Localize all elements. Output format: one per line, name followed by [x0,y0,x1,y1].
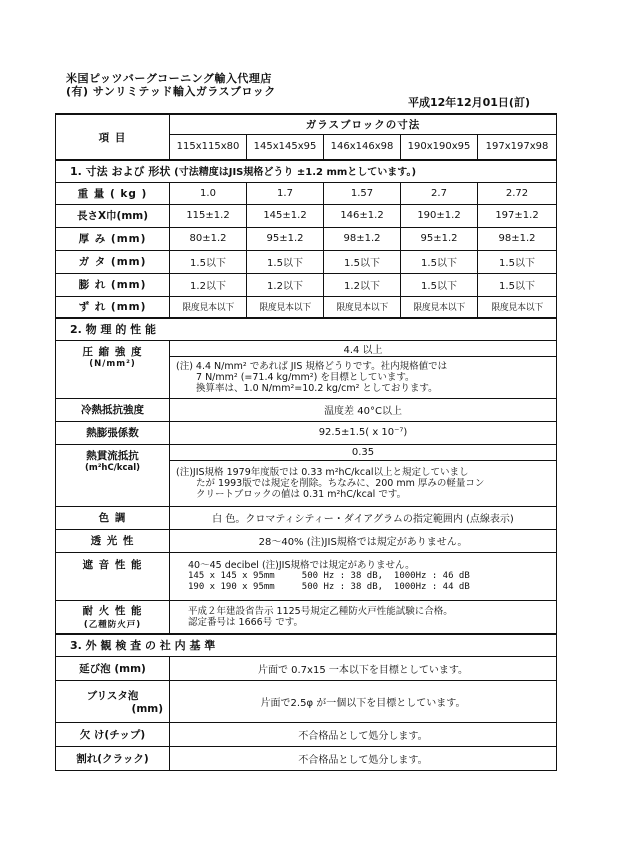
table-row [56,250,557,273]
value-cell: 92.5±1.5( x 10⁻⁷) [170,421,557,444]
row-label: 延び泡 (mm) [56,656,170,680]
value-cell: 片面で 0.7x15 一本以下を目標としています。 [170,656,557,680]
table-row [56,227,557,250]
blister-label-cell [56,680,170,722]
size-span-title: ガラスブロックの寸法 [170,114,557,134]
value-cell: 1.5以下 [401,273,478,296]
compressive-note [170,356,557,398]
note-line: 認定番号は 1666号 です。 [188,616,303,628]
note-line: 換算率は、1.0 N/mm²=10.2 kg/cm² としております。 [196,382,438,394]
row-label: 欠 け(チップ) [56,722,170,746]
row-label: 重 量 ( kg ) [56,182,170,204]
row-unit: (N/mm²) [89,358,136,369]
row-label: ず れ (mm) [56,296,170,318]
note-line: (注)JIS規格 1979年度版では 0.33 m²hC/kcal以上と規定していまし [176,466,469,478]
fire-label-cell [56,600,170,634]
size-header: 145x145x95 [247,134,324,160]
table-row [56,656,557,680]
value-cell: 限度見本以下 [324,296,401,318]
fire-values [170,600,557,634]
compressive-label-cell [56,340,170,398]
value-cell: 98±1.2 [324,227,401,250]
section-3-title: 3. 外 観 検 査 の 社 内 基 準 [56,634,557,656]
row-label: 厚 み (mm) [56,227,170,250]
value-cell: 1.5以下 [247,250,324,273]
table-row [56,506,557,529]
note-line: (注) 4.4 N/mm² であれば JIS 規格どうりです。社内規格値では [176,360,448,372]
row-sublabel: (乙種防火戸) [83,620,142,631]
section-2-title: 2. 物 理 的 性 能 [56,318,557,340]
section-1-heading: 1. 寸法 および 形状 [70,165,171,179]
value-cell: 1.5以下 [478,273,557,296]
table-row [56,204,557,227]
table-row [56,600,557,634]
table-row [56,444,557,460]
table-row [56,722,557,746]
item-header: 項 目 [56,114,170,160]
row-label: 熱貫流抵抗 [86,449,139,462]
thermal-resistance-note [170,460,557,506]
row-label: 熱膨張係数 [56,421,170,444]
row-label: ブリスタ泡 [86,689,139,702]
row-label: 冷熱抵抗強度 [56,398,170,421]
value-cell: 1.5以下 [401,250,478,273]
value-cell: 145±1.2 [247,204,324,227]
size-header: 190x190x95 [401,134,478,160]
row-label: 割れ(クラック) [56,746,170,770]
company-name: (有) サンリミテッド輸入ガラスブロック [66,85,276,98]
note-line: クリートブロックの値は 0.31 m²hC/kcal です。 [196,488,407,500]
value-cell: 1.5以下 [324,250,401,273]
sound-values [170,552,557,600]
row-label: ガ タ (mm) [56,250,170,273]
size-header: 146x146x98 [324,134,401,160]
note-line: 7 N/mm² (=71.4 kg/mm²) を目標としています。 [196,371,415,383]
value-cell: 0.35 [170,444,557,460]
value-cell: 98±1.2 [478,227,557,250]
value-cell: 146±1.2 [324,204,401,227]
size-header: 197x197x98 [478,134,557,160]
value-cell: 1.2以下 [247,273,324,296]
table-row [56,680,557,722]
value-cell: 95±1.2 [247,227,324,250]
value-cell: 片面で2.5φ が一個以下を目標としています。 [170,680,557,722]
value-cell: 1.7 [247,182,324,204]
value-cell: 115±1.2 [170,204,247,227]
value-cell: 197±1.2 [478,204,557,227]
table-row [56,398,557,421]
section-1-title [56,160,557,182]
value-cell: 190±1.2 [401,204,478,227]
thermal-resistance-label-cell [56,444,170,506]
table-row [56,340,557,356]
row-label: 長さX巾(mm) [56,204,170,227]
value-cell: 限度見本以下 [170,296,247,318]
value-cell: 2.7 [401,182,478,204]
value-cell: 不合格品として処分します。 [170,746,557,770]
row-label: 膨 れ (mm) [56,273,170,296]
table-row [56,273,557,296]
note-line: 40〜45 decibel (注)JIS規格では規定がありません。 [188,559,415,571]
row-label: 耐 火 性 能 [82,605,143,618]
row-label: 透 光 性 [56,529,170,552]
value-cell: 白 色。クロマティシティー・ダイアグラムの指定範囲内 (点線表示) [170,506,557,529]
value-cell: 80±1.2 [170,227,247,250]
row-label: 遮 音 性 能 [56,552,170,600]
value-cell: 2.72 [478,182,557,204]
value-cell: 限度見本以下 [478,296,557,318]
value-cell: 限度見本以下 [247,296,324,318]
value-cell: 1.2以下 [170,273,247,296]
value-cell: 4.4 以上 [170,340,557,356]
row-label: 圧 縮 強 度 [82,345,143,358]
value-cell: 不合格品として処分します。 [170,722,557,746]
table-row [56,552,557,600]
table-row [56,746,557,770]
row-unit: (mm) [131,702,163,715]
distributor-line: 米国ピッツバーグコーニング輸入代理店 [66,72,272,85]
value-cell: 限度見本以下 [401,296,478,318]
row-label: 色 調 [56,506,170,529]
row-unit: (m²hC/kcal) [84,462,141,473]
table-row [56,182,557,204]
value-cell: 1.5以下 [478,250,557,273]
note-line: 平成２年建設省告示 1125号規定乙種防火戸性能試験に合格。 [188,605,453,617]
value-cell: 温度差 40°C以上 [170,398,557,421]
document-date: 平成12年12月01日(訂) [408,96,530,109]
spec-table [55,113,557,771]
value-cell: 1.0 [170,182,247,204]
section-1-note: (寸法精度はJIS規格どうり ±1.2 mmとしています。) [174,167,417,179]
size-header: 115x115x80 [170,134,247,160]
table-row [56,529,557,552]
table-row [56,296,557,318]
note-line: 145 x 145 x 95mm 500 Hz : 38 dB, 1000Hz : 46 dB [188,570,470,581]
table-row [56,421,557,444]
value-cell: 28〜40% (注)JIS規格では規定がありません。 [170,529,557,552]
note-line: たが 1993版では規定を削除。ちなみに、200 mm 厚みの軽量コン [196,477,485,489]
value-cell: 1.5以下 [170,250,247,273]
value-cell: 95±1.2 [401,227,478,250]
value-cell: 1.57 [324,182,401,204]
note-line: 190 x 190 x 95mm 500 Hz : 38 dB, 1000Hz : 44 dB [188,581,470,592]
value-cell: 1.2以下 [324,273,401,296]
